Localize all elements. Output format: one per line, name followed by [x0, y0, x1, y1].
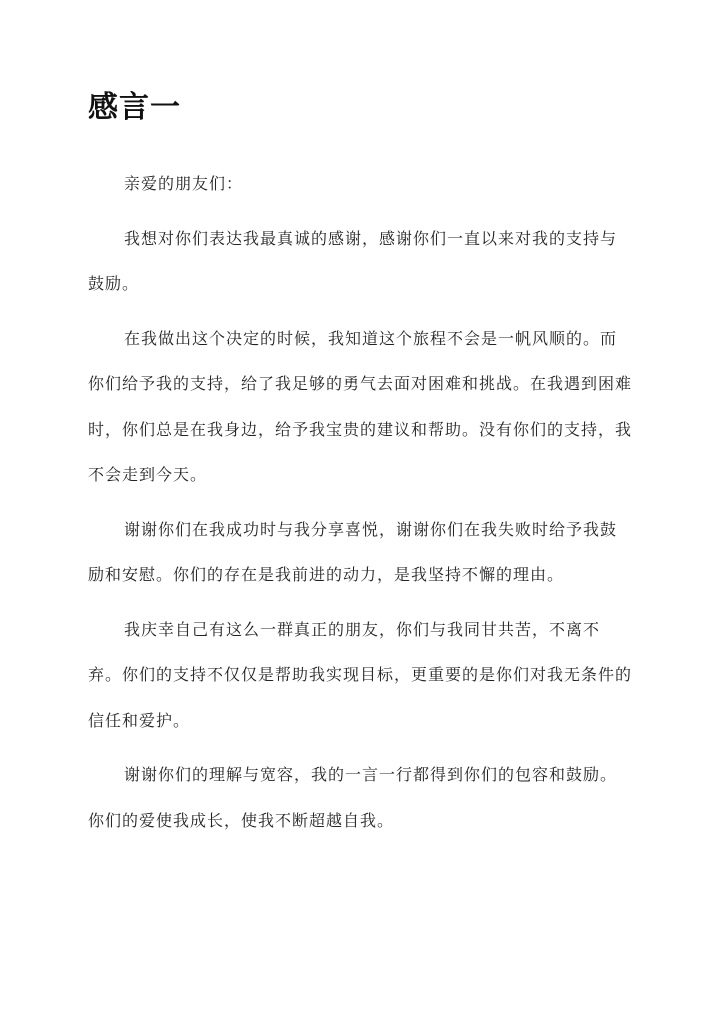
paragraph-true-friends: 我庆幸自己有这么一群真正的朋友，你们与我同甘共苦，不离不弃。你们的支持不仅仅是帮助我实现目标，更重要的是你们对我无条件的信任和爱护。	[88, 619, 633, 730]
paragraph-thanks: 我想对你们表达我最真诚的感谢，感谢你们一直以来对我的支持与鼓励。	[88, 228, 618, 293]
document-body	[88, 161, 632, 843]
salutation: 亲爱的朋友们：	[124, 174, 244, 193]
paragraph-joy-and-comfort: 谢谢你们在我成功时与我分享喜悦，谢谢你们在我失败时给予我鼓励和安慰。你们的存在是我前进的动力，是我坚持不懈的理由。	[88, 519, 618, 584]
document-title: 感言一	[88, 90, 181, 125]
paragraph-understanding: 谢谢你们的理解与宽容，我的一言一行都得到你们的包容和鼓励。你们的爱使我成长，使我不断超越自我。	[88, 765, 618, 830]
paragraph-decision: 在我做出这个决定的时候，我知道这个旅程不会是一帆风顺的。而你们给予我的支持，给了我足够的勇气去面对困难和挑战。在我遇到困难时，你们总是在我身边，给予我宝贵的建议和帮助。没有你们的支持，我不会走到今天。	[88, 328, 633, 484]
